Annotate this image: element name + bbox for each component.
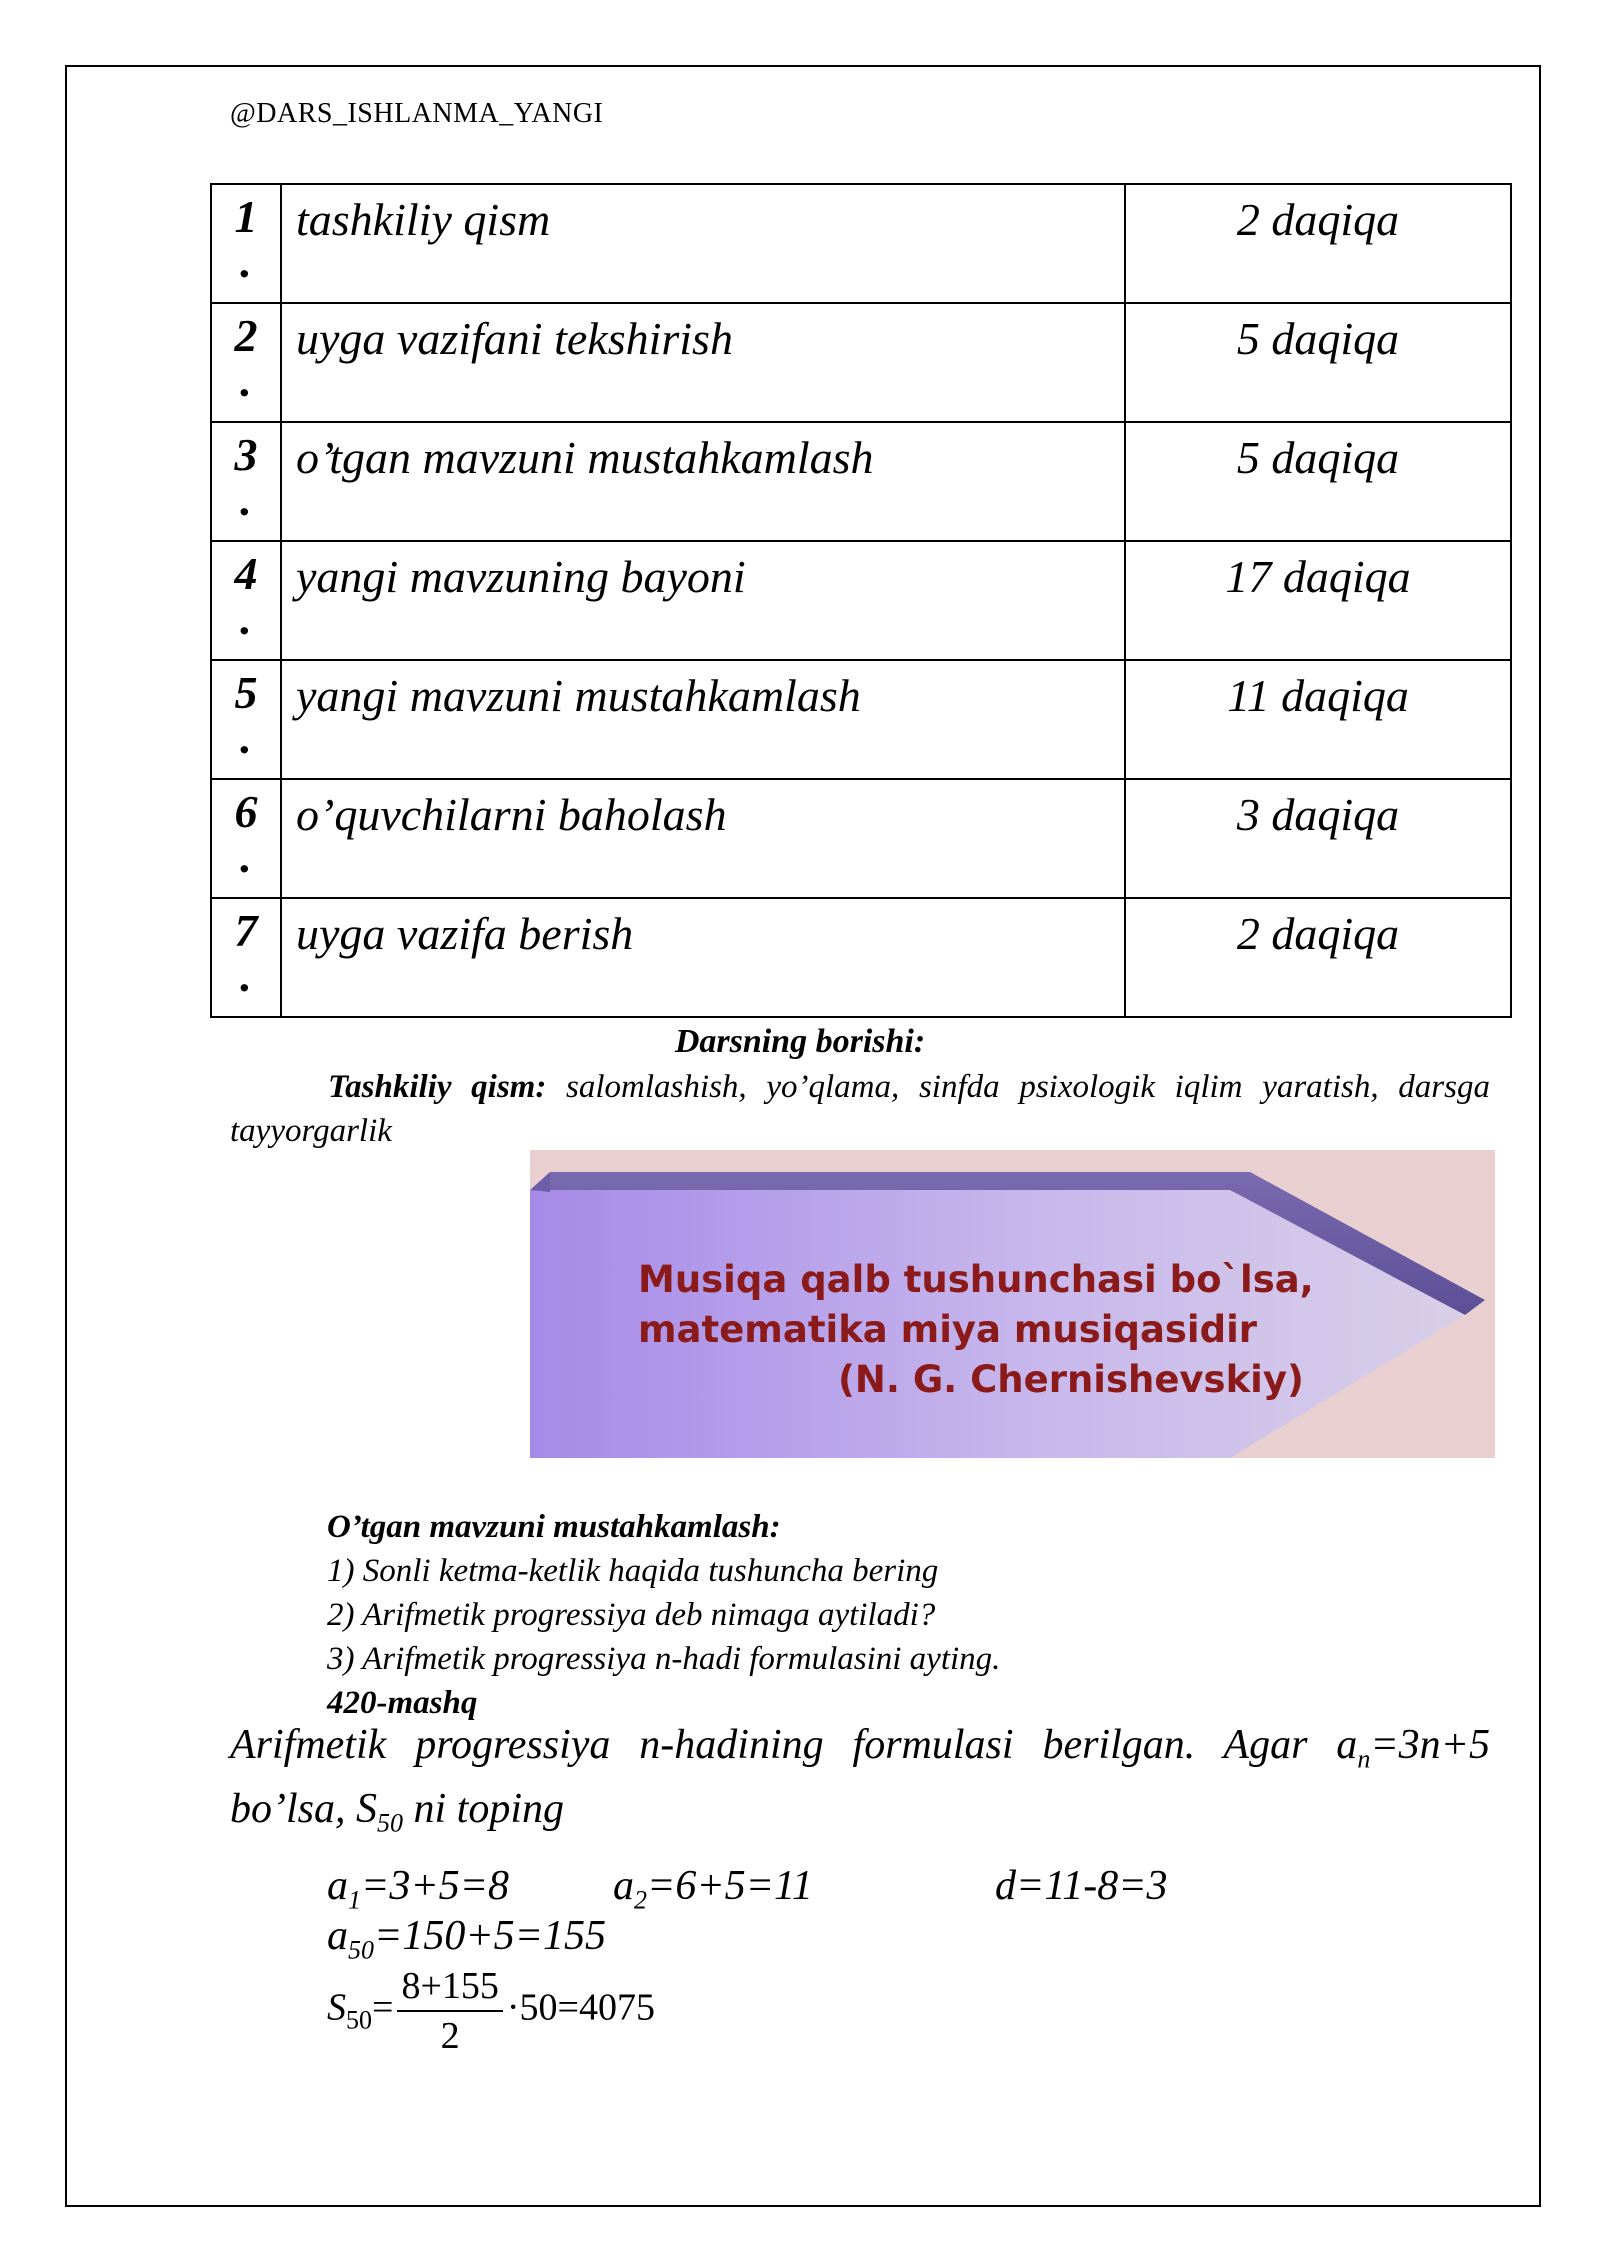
quote-line-2: matematika miya musiqasidir xyxy=(638,1308,1258,1351)
lesson-progress-title: Darsning borishi: xyxy=(674,1023,926,1060)
plan-row-duration: 3 daqiqa xyxy=(1125,779,1511,898)
plan-row xyxy=(211,898,1511,1017)
review-heading: O’tgan mavzuni mustahkamlash: xyxy=(327,1509,781,1545)
plan-row xyxy=(211,541,1511,660)
review-question-list xyxy=(327,1549,1000,1681)
problem-text-part: Arifmetik progressiya n-hadining formulasi berilgan. Agar a xyxy=(230,1722,1358,1768)
sum-tail: ·50=4075 xyxy=(506,1986,655,2029)
subscript: 50 xyxy=(346,2005,372,2035)
exercise-number: 420-mashq xyxy=(327,1685,478,1721)
fraction xyxy=(397,1962,502,2060)
review-question: 2) Arifmetik progressiya deb nimaga aytiladi? xyxy=(327,1597,936,1633)
plan-row-activity: uyga vazifa berish xyxy=(281,898,1125,1017)
plan-row-activity: o’tgan mavzuni mustahkamlash xyxy=(281,422,1125,541)
plan-row-activity: uyga vazifani tekshirish xyxy=(281,303,1125,422)
plan-row-activity: tashkiliy qism xyxy=(281,184,1125,303)
subscript: 1 xyxy=(348,1885,361,1915)
fraction-numerator: 8+155 xyxy=(397,1962,502,2012)
subscript: n xyxy=(1357,1744,1371,1774)
equation-rest: =3+5=8 xyxy=(361,1863,510,1909)
plan-row-number: 3 . xyxy=(211,422,281,541)
quote-line-1: Musiqa qalb tushunchasi bo`lsa, xyxy=(638,1258,1314,1301)
channel-header: @DARS_ISHLANMA_YANGI xyxy=(230,98,604,129)
plan-row-duration: 17 daqiqa xyxy=(1125,541,1511,660)
plan-row xyxy=(211,779,1511,898)
quote-author: (N. G. Chernishevskiy) xyxy=(838,1358,1304,1401)
solution-sum: $S_{50}=$ $\frac{8+155}{2}$ ·50=4075 xyxy=(327,1962,655,2060)
subscript: 2 xyxy=(634,1885,647,1915)
plan-row xyxy=(211,422,1511,541)
organization-label: Tashkiliy qism: xyxy=(328,1069,547,1105)
solution-a2: $a_2=6+5=11$ xyxy=(613,1863,813,1915)
plan-row-number: 4 . xyxy=(211,541,281,660)
problem-text-part: =3n+5 bo’lsa, S xyxy=(230,1722,1490,1833)
equation-rest: =6+5=11 xyxy=(647,1863,813,1909)
plan-row-duration: 5 daqiqa xyxy=(1125,303,1511,422)
subscript: 50 xyxy=(348,1935,374,1965)
quote-banner xyxy=(530,1150,1495,1458)
plan-row-activity: o’quvchilarni baholash xyxy=(281,779,1125,898)
plan-row xyxy=(211,303,1511,422)
plan-row-number: 7 . xyxy=(211,898,281,1017)
plan-row-number: 5 . xyxy=(211,660,281,779)
organization-paragraph xyxy=(230,1065,1490,1153)
plan-row-duration: 11 daqiqa xyxy=(1125,660,1511,779)
quote-text xyxy=(638,1255,1314,1405)
plan-row-duration: 2 daqiqa xyxy=(1125,184,1511,303)
problem-text-part: ni toping xyxy=(403,1786,565,1833)
plan-row xyxy=(211,660,1511,779)
plan-row-number: 1 . xyxy=(211,184,281,303)
subscript: 50 xyxy=(377,1808,403,1838)
equation-rest: =150+5=155 xyxy=(374,1913,607,1959)
solution-a1: $a_1=3+5=8$ xyxy=(327,1863,510,1915)
review-question: 1) Sonli ketma-ketlik haqida tushuncha bering xyxy=(327,1553,939,1589)
plan-row-duration: 5 daqiqa xyxy=(1125,422,1511,541)
solution-a50: $a_{50}=150+5=155$ xyxy=(327,1913,607,1965)
organization-text: salomlashish, yo’qlama, sinfda psixologik iqlim yaratish, darsga tayyorgarlik xyxy=(230,1069,1490,1149)
fraction-denominator: 2 xyxy=(440,2015,460,2057)
lesson-plan-table xyxy=(210,183,1512,1018)
problem-statement xyxy=(230,1720,1490,1849)
plan-row-number: 2 . xyxy=(211,303,281,422)
review-section xyxy=(327,1505,1000,1725)
plan-row-number: 6 . xyxy=(211,779,281,898)
plan-row xyxy=(211,184,1511,303)
solution-d: d=11-8=3 xyxy=(995,1863,1168,1909)
plan-row-activity: yangi mavzuning bayoni xyxy=(281,541,1125,660)
review-question: 3) Arifmetik progressiya n-hadi formulasini ayting. xyxy=(327,1641,1001,1677)
plan-row-duration: 2 daqiqa xyxy=(1125,898,1511,1017)
plan-row-activity: yangi mavzuni mustahkamlash xyxy=(281,660,1125,779)
